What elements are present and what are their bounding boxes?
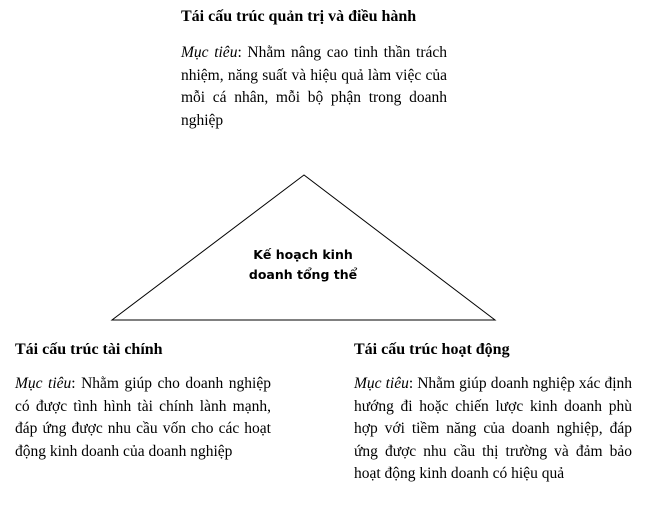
operations-block: [354, 339, 632, 486]
governance-title: Tái cấu trúc quản trị và điều hành: [181, 8, 417, 25]
governance-objective-label: Mục tiêu: [181, 44, 238, 61]
governance-objective: [181, 42, 447, 132]
operations-title: Tái cấu trúc hoạt động: [354, 341, 510, 358]
operations-objective: [354, 373, 632, 486]
operations-objective-label: Mục tiêu: [354, 375, 409, 392]
governance-objective-text: : Nhằm nâng cao tinh thần trách nhiệm, năng suất và hiệu quả làm việc của mỗi cá nhân, mỗi bộ phận trong doanh nghiệp: [181, 44, 447, 129]
finance-objective-label: Mục tiêu: [15, 375, 72, 392]
finance-block: [15, 339, 271, 463]
center-label-line2: doanh tổng thể: [248, 267, 358, 282]
finance-objective-text: : Nhằm giúp cho doanh nghiệp có được tình hình tài chính lành mạnh, đáp ứng được nhu cầu vốn cho các hoạt động kinh doanh của doanh nghiệp: [15, 375, 271, 460]
operations-objective-text: : Nhằm giúp doanh nghiệp xác định hướng đi hoặc chiến lược kinh doanh phù hợp với tiềm năng của doanh nghiệp, đáp ứng được nhu cầu thị trường và đảm bảo hoạt động kinh doanh có hiệu quả: [354, 375, 632, 482]
finance-objective: [15, 373, 271, 463]
finance-title: Tái cấu trúc tài chính: [15, 341, 163, 358]
center-label-line1: Kế hoạch kinh: [253, 247, 353, 262]
governance-block: [181, 6, 447, 132]
center-label: [228, 245, 378, 285]
